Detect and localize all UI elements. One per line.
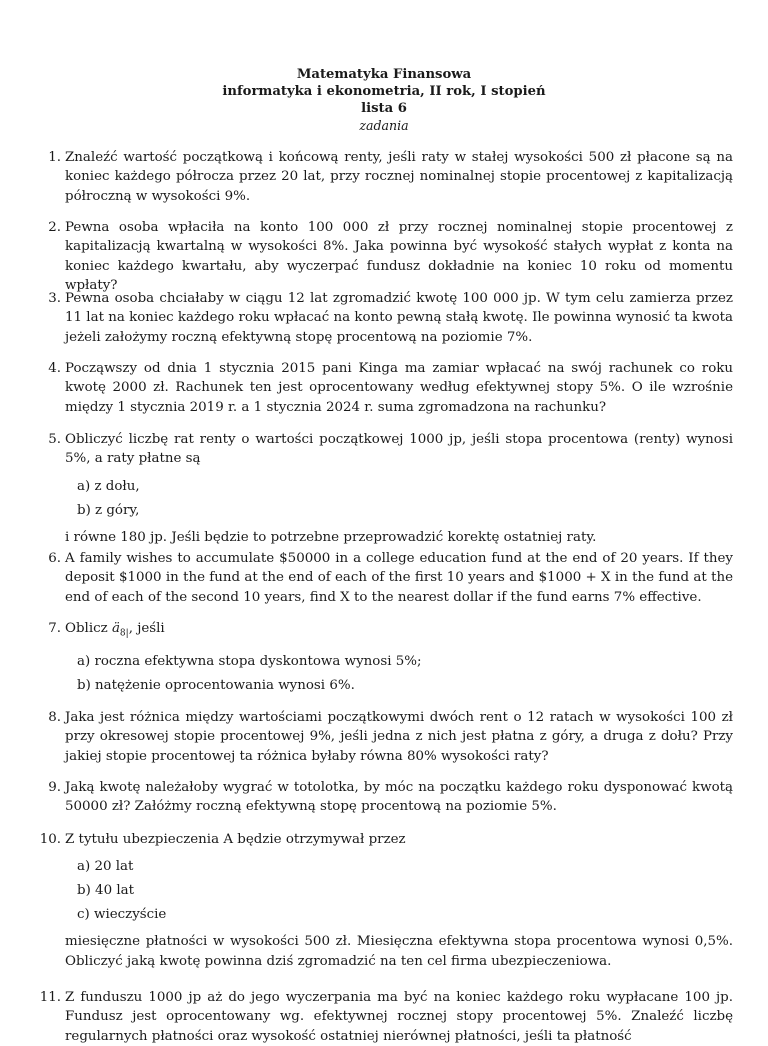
problem-text: Pewna osoba chciałaby w ciągu 12 lat zgromadzić kwotę 100 000 jp. W tym celu zamierza przez 11 lat na koniec każdego roku wpłacać na konto pewną stałą kwotę. Ile powinna wynosić ta kwota jeżeli założymy roczną efektywną stopę procentową na poziomie 7%.: [65, 291, 733, 345]
text-post: , jeśli: [128, 621, 165, 636]
course-title: Matematyka Finansowa: [296, 67, 472, 82]
problem-text: Znaleźć wartość początkową i końcową renty, jeśli raty w stałej wysokości 500 zł płacone są na koniec każdego półrocza przez 20 lat, przy rocznej nominalnej stopie procentowej z kapitalizacją półroczną w wysokości 9%.: [65, 150, 733, 204]
problem-continuation: miesięczne płatności w wysokości 500 zł. Miesięczna efektywna stopa procentowa wynosi 0,5%. Obliczyć jaką kwotę powinna dziś zgromadzić na ten cel firma ubezpieczeniowa.: [65, 934, 733, 969]
problem-text: Począwszy od dnia 1 stycznia 2015 pani Kinga ma zamiar wpłacać na swój rachunek co roku kwotę 2000 zł. Rachunek ten jest oprocentowany według efektywnej stopy 5%. O ile wzrośnie między 1 stycznia 2019 r. a 1 stycznia 2024 r. suma zgromadzona na rachunku?: [65, 361, 733, 415]
sub-list: [77, 652, 733, 695]
problem-text: [65, 619, 733, 644]
sub-list: [77, 477, 733, 520]
problem-number: 6.: [48, 551, 61, 566]
problem-number: 8.: [48, 710, 61, 725]
problem-text: Pewna osoba wpłaciła na konto 100 000 zł przy rocznej nominalnej stopie procentowej z kapitalizacją kwartalną w wysokości 8%. Jaka powinna być wysokość stałych wypłat z konta na koniec każdego kwartału, aby wyczerpać fundusz dokładnie na koniec 10 roku od momentu wpłaty?: [65, 220, 733, 293]
problem-text: Z funduszu 1000 jp aż do jego wyczerpania ma być na koniec każdego roku wypłacane 100 jp. Fundusz jest oprocentowany wg. efektywnej rocznej stopy procentowej 5%. Znaleźć liczbę regularnych płatności oraz wysokość ostatniej nierównej płatności, jeśli ta płatność: [65, 990, 733, 1044]
problem-continuation: i równe 180 jp. Jeśli będzie to potrzebne przeprowadzić korektę ostatniej raty.: [65, 529, 597, 545]
annuity-symbol-letter: ä: [111, 621, 120, 636]
problem-text: Z tytułu ubezpieczenia A będzie otrzymywał przez: [65, 832, 406, 847]
annuity-due-symbol: [111, 621, 129, 639]
annuity-symbol-subscript: 8|: [119, 628, 129, 639]
sub-item: a) 20 lat: [77, 859, 134, 875]
problem-number: 10.: [39, 832, 61, 847]
problem-text: Obliczyć liczbę rat renty o wartości początkowej 1000 jp, jeśli stopa procentowa (renty) wynosi 5%, a raty płatne są: [65, 432, 733, 467]
document-header: [0, 66, 768, 134]
problem-text: A family wishes to accumulate $50000 in a college education fund at the end of 20 years. If they deposit $1000 in the fund at the end of each of the first 10 years and $1000 + X in the fund at the end of each of the second 10 years, find X to the nearest dollar if the fund earns 7% effective.: [65, 551, 733, 605]
problem-number: 2.: [48, 220, 61, 235]
list-kind: zadania: [359, 118, 409, 133]
list-number: lista 6: [361, 101, 407, 116]
problem-text: Jaka jest różnica między wartościami początkowymi dwóch rent o 12 ratach w wysokości 100 zł przy okresowej stopie procentowej 9%, jeśli jedna z nich jest płatna z góry, a druga z dołu? Przy jakiej stopie procentowej ta różnica byłaby równa 80% wysokości raty?: [65, 710, 733, 764]
problem-number: 7.: [48, 621, 61, 636]
sub-item: a) z dołu,: [77, 478, 140, 494]
sub-item: b) natężenie oprocentowania wynosi 6%.: [77, 677, 355, 693]
text-pre: Oblicz: [65, 621, 112, 636]
problem-number: 9.: [48, 780, 61, 795]
sub-item: c) wieczyście: [77, 907, 167, 923]
sub-item: b) 40 lat: [77, 883, 134, 899]
problem-number: 1.: [48, 150, 61, 165]
sub-item: a) roczna efektywna stopa dyskontowa wynosi 5%;: [77, 653, 422, 669]
problem-text: Jaką kwotę należałoby wygrać w totolotka, by móc na początku każdego roku dysponować kwotą 50000 zł? Załóżmy roczną efektywną stopę procentową na poziomie 5%.: [65, 780, 733, 815]
sub-list: [77, 857, 733, 924]
problem-number: 5.: [48, 432, 61, 447]
course-subtitle: informatyka i ekonometria, II rok, I stopień: [222, 84, 546, 99]
problem-number: 4.: [48, 361, 61, 376]
problem-number: 11.: [39, 990, 61, 1005]
sub-item: b) z góry,: [77, 502, 140, 518]
problem-number: 3.: [48, 291, 61, 306]
